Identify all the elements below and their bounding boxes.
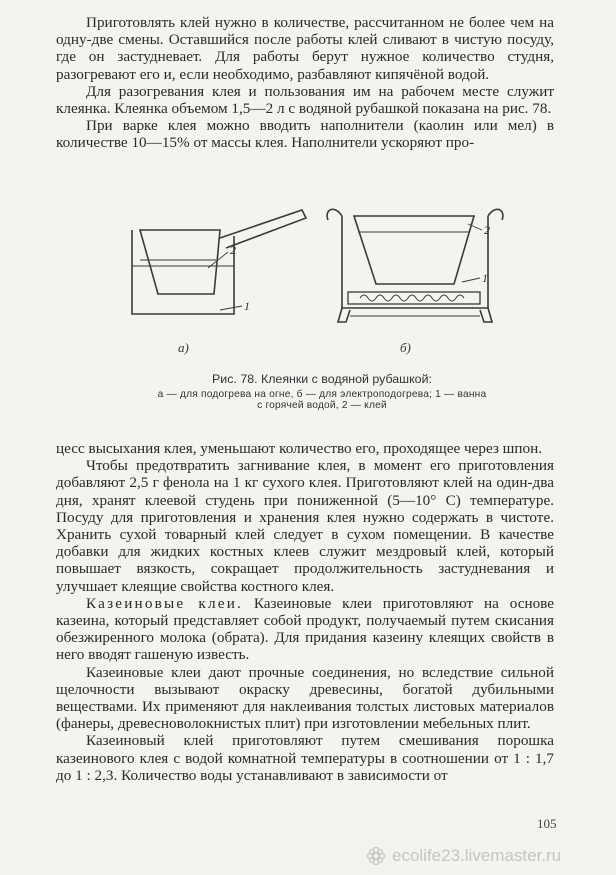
paragraph: цесс высыхания клея, уменьшают количество его, проходящее через шпон.	[56, 440, 543, 457]
paragraph: Казеиновый клей приготовляют путем смешивания порошка казеинового клея с водой комнатной температуры в соотношении от 1 : 1,7 до 1 : 2,3. Количество воды устанавливают в зависимости от	[56, 732, 554, 784]
paragraph: Для разогревания клея и пользования им на рабочем месте служит клеянка. Клеянка объемом 1,5—2 л с водяной рубашкой показана на рис. 78.	[56, 82, 554, 118]
glue-pot-b-illustration	[327, 209, 503, 322]
paragraph-text: Казеиновые клеи приготовляют на основе казеина, который представляет собой продукт, получаемый путем скисания обезжиренного молока (обрата). Для придания казеину клеящих свойств в него вводят гашеную известь.	[56, 594, 554, 664]
figure-b-label-1: 1	[482, 271, 488, 285]
flower-icon	[366, 846, 386, 866]
figure-a-label-1: 1	[244, 299, 250, 313]
figure-caption-line: с горячей водой, 2 — клей	[257, 400, 387, 411]
paragraph: Приготовлять клей нужно в количестве, рассчитанном не более чем на одну-две смены. Оставшийся после работы клей сливают в чистую посуду, где он застудневает. Для работы берут нужное количество студня, разогревают его и, если необходимо, разбавляют кипячёной водой.	[56, 14, 554, 83]
glue-pot-a-illustration	[132, 210, 306, 314]
figure-b-label-2: 2	[484, 223, 490, 237]
page-number: 105	[537, 816, 557, 831]
figure-a-caption: а)	[178, 340, 189, 355]
text-block-bottom	[56, 440, 554, 784]
section-heading: Казеиновые клеи.	[86, 594, 244, 612]
text-block-top	[56, 14, 554, 152]
figure-b-caption: б)	[400, 340, 411, 355]
watermark-text: ecolife23.livemaster.ru	[392, 846, 562, 865]
figure-78-glue-pots	[110, 196, 510, 366]
paragraph: Казеиновые клеи дают прочные соединения, но вследствие сильной щелочности вызывают окраску древесины, богатой дубильными веществами. Их применяют для наклеивания толстых листовых материалов (фанеры, древесноволокнистых плит) при изготовлении мебельных плит.	[56, 663, 554, 733]
paragraph-casein-intro	[56, 595, 554, 664]
figure-a-label-2: 2	[230, 243, 236, 257]
figure-caption-title: Рис. 78. Клеянки с водяной рубашкой:	[212, 372, 432, 386]
paragraph: Чтобы предотвратить загнивание клея, в момент его приготовления добавляют 2,5 г фенола на 1 кг сухого клея. Приготовляют клей на один-два дня, хранят клеевой студень при пониженной (5—10° С) температуре. Посуду для приготовления и хранения клея нужно содержать в чистоте. Хранить сухой товарный клей следует в сухом помещении. В качестве добавки для жидких костных клеев служит мездровый клей, который повышает вязкость, сокращает продолжительность застудневания и улучшает клеящие свойства костного клея.	[56, 457, 554, 595]
paragraph: При варке клея можно вводить наполнители (каолин или мел) в количестве 10—15% от массы клея. Наполнители ускоряют про-	[56, 117, 554, 152]
figure-caption-line: а — для подогрева на огне, б — для электроподогрева; 1 — ванна	[157, 389, 487, 400]
